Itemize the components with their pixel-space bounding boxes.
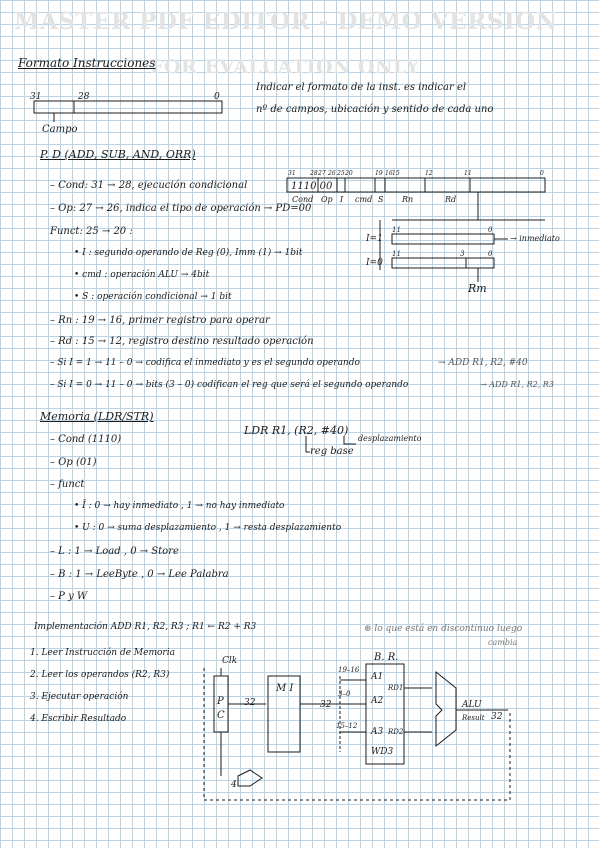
impl-note-line-1: ⊛ lo que está en discontinuo luego	[364, 624, 523, 634]
i1-label: I=1	[366, 234, 383, 244]
instr-bit-15: 15	[392, 170, 400, 177]
format-bit-0: 0	[214, 92, 220, 102]
pd-cond: – Cond: 31 → 28, ejecución condicional	[50, 180, 248, 191]
i1-bit-11: 11	[392, 226, 401, 234]
rm-label: Rm	[468, 282, 487, 295]
reg-box	[392, 258, 494, 268]
mem-py-item: – P y W	[50, 591, 88, 602]
dp-clk: Clk	[222, 656, 238, 666]
instr-bit-28: 28	[310, 170, 318, 177]
pd-si-0: – Si I = 0 → 11 – 0 → bits (3 – 0) codifican el reg que será el segundo operando	[50, 380, 409, 390]
i0-bit-3: 3	[460, 250, 465, 258]
format-field-label: Campo	[42, 124, 78, 135]
dp-bus-mi: 32	[320, 700, 332, 710]
instr-bit-27: 27	[318, 170, 326, 177]
impl-heading: Implementación ADD R1, R2, R3 ; R1 ← R2 + R3	[34, 622, 257, 632]
instr-bit-11: 11	[464, 170, 472, 177]
instr-field-cmd: cmd	[355, 195, 373, 204]
instr-bit-26: 26	[328, 170, 336, 177]
impl-step-3: 3. Ejecutar operación	[30, 692, 129, 702]
mem-l-item: – L : 1 → Load , 0 → Store	[50, 546, 179, 557]
instr-field-s: S	[378, 195, 384, 204]
instr-value: 1110 00	[291, 181, 333, 192]
dp-rd1: RD1	[388, 684, 404, 692]
instr-bit-12: 12	[425, 170, 433, 177]
pd-heading: P. D (ADD, SUB, AND, ORR)	[40, 148, 196, 161]
dp-bus-pc: 32	[244, 698, 256, 708]
page-title: Formato Instrucciones	[18, 56, 156, 70]
instr-bit-20: 20	[345, 170, 353, 177]
i0-bit-11: 11	[392, 250, 401, 258]
dp-br-box	[366, 664, 404, 764]
i0-bit-0: 0	[488, 250, 493, 258]
instr-field-i: I	[340, 195, 344, 204]
mem-heading: Memoria (LDR/STR)	[40, 410, 154, 423]
mem-u-item: • U : 0 → suma desplazamiento , 1 → resta desplazamiento	[74, 523, 342, 533]
dp-wd3: WD3	[371, 747, 394, 757]
i0-label: I=0	[366, 258, 383, 268]
pd-si-1-example: → ADD R1, R2, #40	[438, 358, 528, 368]
format-bit-28: 28	[78, 92, 90, 102]
instr-bit-31: 31	[288, 170, 296, 177]
dp-mi: M I	[276, 683, 294, 694]
i1-text: → inmediato	[510, 234, 560, 243]
dp-pc-p: P	[217, 696, 224, 707]
dp-br-outputs	[404, 688, 432, 732]
dp-a3: A3	[371, 727, 384, 737]
instr-box	[287, 178, 545, 192]
pd-i-item: • I : segundo operando de Reg (0), Imm (1) → 1bit	[74, 248, 303, 258]
pd-op: – Op: 27 → 26, indica el tipo de operación → PD=00	[50, 203, 312, 214]
pd-s-item: • S : operación condicional → 1 bit	[74, 292, 232, 302]
dp-r3-0: 3–0	[338, 690, 351, 698]
impl-step-1: 1. Leer Instrucción de Memoria	[30, 648, 175, 658]
mem-i-item: • Ī : 0 → hay inmediato , 1 → no hay inmediato	[74, 501, 285, 511]
pd-funct: Funct: 25 → 20 :	[50, 226, 133, 237]
pd-cmd-item: • cmd : operación ALU → 4bit	[74, 270, 210, 280]
ldr-displacement: desplazamiento	[358, 434, 422, 443]
pd-si-0-example: → ADD R1, R2, R3	[480, 380, 554, 389]
pd-rn: – Rn : 19 → 16, primer registro para operar	[50, 315, 270, 326]
instr-field-rn: Rn	[402, 195, 414, 204]
instr-field-op: Op	[321, 195, 333, 204]
instr-field-cond: Cond	[292, 195, 314, 204]
instr-bit-0: 0	[540, 170, 544, 177]
impl-note-line-2: cambia	[488, 638, 518, 647]
dp-result: Result	[462, 714, 485, 722]
intro-note-line-1: Indicar el formato de la inst. es indicar el	[256, 82, 467, 93]
mem-funct: – funct	[50, 479, 85, 490]
format-bar	[34, 101, 222, 113]
ldr-brackets	[306, 436, 356, 452]
dp-feedback-loop	[204, 668, 510, 800]
pd-si-1: – Si I = 1 → 11 – 0 → codifica el inmediato y es el segundo operando	[50, 358, 360, 368]
instr-bit-25: 25	[337, 170, 345, 177]
dp-alu: ALU	[462, 700, 482, 710]
instr-field-rd: Rd	[445, 195, 457, 204]
imm-box	[392, 234, 494, 244]
dp-a2: A2	[371, 696, 384, 706]
watermark-line-1: MASTER PDF EDITOR - DEMO VERSION	[14, 8, 558, 35]
dp-br: B. R.	[374, 652, 399, 663]
ldr-base: reg base	[310, 446, 354, 457]
dp-pc-box	[214, 676, 228, 732]
mem-cond: – Cond (1110)	[50, 434, 122, 445]
dp-mi-box	[268, 676, 300, 752]
i1-bit-0: 0	[488, 226, 493, 234]
instr-bit-19: 19	[375, 170, 383, 177]
mem-op: – Op (01)	[50, 457, 97, 468]
dp-adder-4: 4	[231, 780, 237, 790]
dp-pc-c: C	[217, 710, 225, 721]
dp-adder	[221, 732, 262, 786]
watermark-line-2: FOR EVALUATION ONLY	[150, 56, 420, 78]
dp-alu-shape	[436, 672, 456, 746]
dp-reg-addr-lines	[340, 680, 366, 732]
impl-step-4: 4. Escribir Resultado	[30, 714, 127, 724]
ldr-instruction: LDR R1, (R2, #40)	[244, 424, 349, 437]
instr-bit-16: 16	[385, 170, 393, 177]
dp-bus-result: 32	[491, 712, 503, 722]
dp-rd2: RD2	[388, 728, 404, 736]
impl-step-2: 2. Leer los operandos (R2, R3)	[30, 670, 170, 680]
pd-rd: – Rd : 15 → 12, registro destino resultado operación	[50, 336, 314, 347]
dp-r15-12: 15–12	[336, 722, 358, 730]
dp-r19-16: 19–16	[338, 666, 360, 674]
mem-b-item: – B : 1 → LeeByte , 0 → Lee Palabra	[50, 569, 229, 580]
dp-a1: A1	[371, 672, 384, 682]
intro-note-line-2: nº de campos, ubicación y sentido de cada uno	[256, 104, 494, 115]
format-bit-31: 31	[30, 92, 42, 102]
